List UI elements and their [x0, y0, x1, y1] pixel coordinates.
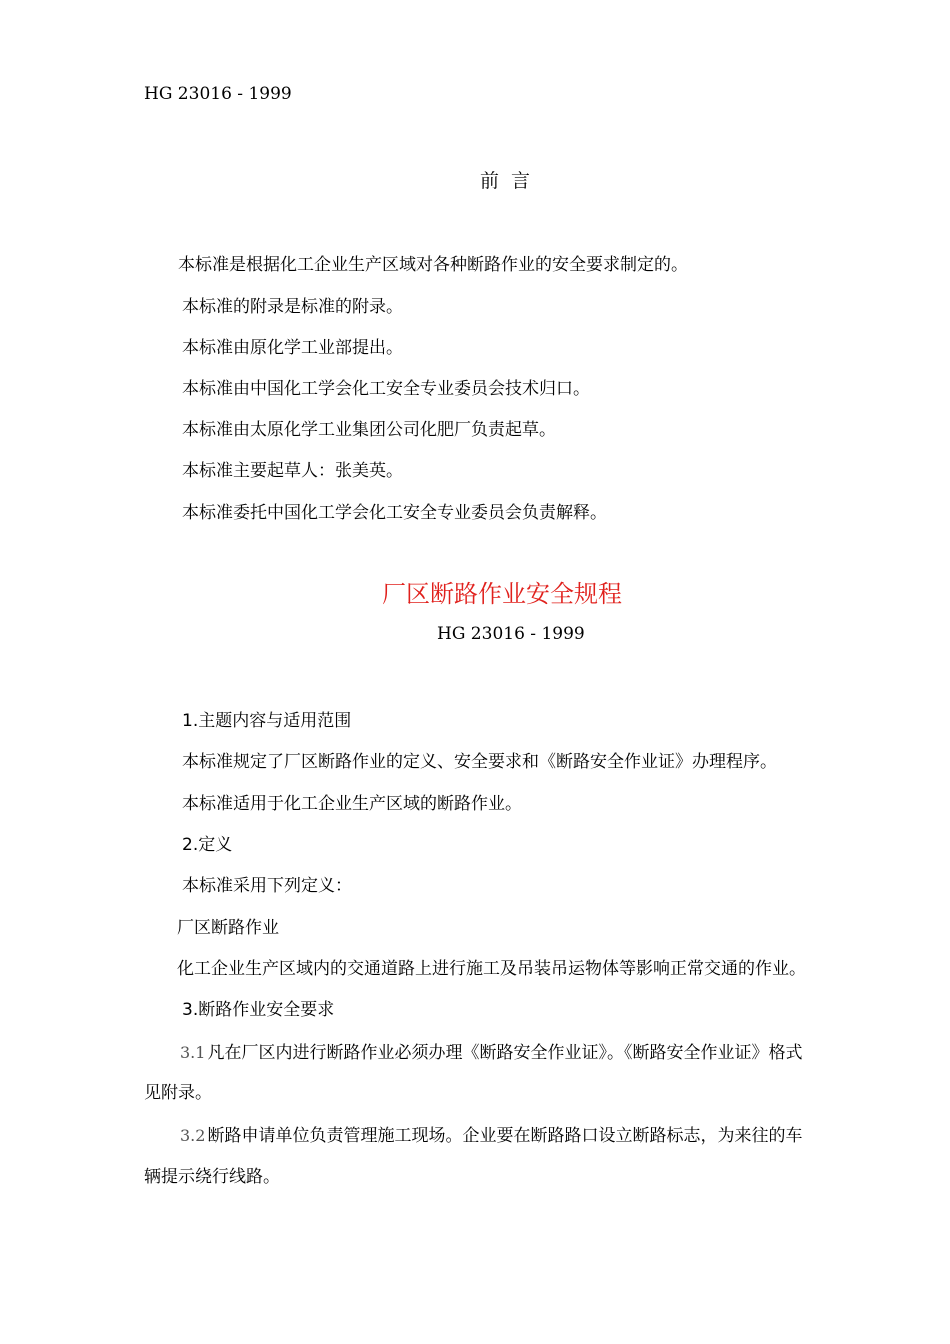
section-1-paragraph: 本标准适用于化工企业生产区域的断路作业。 [182, 794, 522, 814]
clause-3-2 [180, 1121, 802, 1146]
preface-line: 本标准由中国化工学会化工安全专业委员会技术归口。 [182, 379, 590, 399]
preface-line: 本标准主要起草人：张美英。 [182, 461, 403, 481]
preface-title: 前 言 [480, 170, 531, 192]
clause-3-1-continuation: 见附录。 [144, 1083, 212, 1103]
header-standard-code: HG 23016 - 1999 [144, 84, 292, 104]
preface-line: 本标准由太原化学工业集团公司化肥厂负责起草。 [182, 420, 556, 440]
document-standard-code: HG 23016 - 1999 [437, 624, 585, 644]
preface-line: 本标准由原化学工业部提出。 [182, 338, 403, 358]
preface-line: 本标准是根据化工企业生产区域对各种断路作业的安全要求制定的。 [178, 255, 688, 275]
definition-text: 化工企业生产区域内的交通道路上进行施工及吊装吊运物体等影响正常交通的作业。 [177, 959, 806, 979]
section-1-paragraph: 本标准规定了厂区断路作业的定义、安全要求和《断路安全作业证》办理程序。 [182, 752, 777, 772]
preface-line: 本标准委托中国化工学会化工安全专业委员会负责解释。 [182, 503, 607, 523]
clause-text: 断路申请单位负责管理施工现场。企业要在断路路口设立断路标志，为来往的车 [207, 1126, 803, 1146]
preface-line: 本标准的附录是标准的附录。 [182, 297, 403, 317]
section-2-paragraph: 本标准采用下列定义： [182, 876, 352, 896]
clause-text: 凡在厂区内进行断路作业必须办理《断路安全作业证》。《断路安全作业证》格式 [207, 1043, 803, 1063]
clause-number: 3.1 [180, 1043, 206, 1062]
clause-number: 3.2 [180, 1126, 206, 1145]
definition-term: 厂区断路作业 [177, 918, 279, 938]
section-1-heading: 1.主题内容与适用范围 [182, 711, 352, 731]
section-3-heading: 3.断路作业安全要求 [182, 1000, 335, 1020]
clause-3-1 [180, 1038, 802, 1063]
document-title: 厂区断路作业安全规程 [382, 580, 622, 608]
section-2-heading: 2.定义 [182, 835, 233, 855]
clause-3-2-continuation: 辆提示绕行线路。 [144, 1167, 280, 1187]
